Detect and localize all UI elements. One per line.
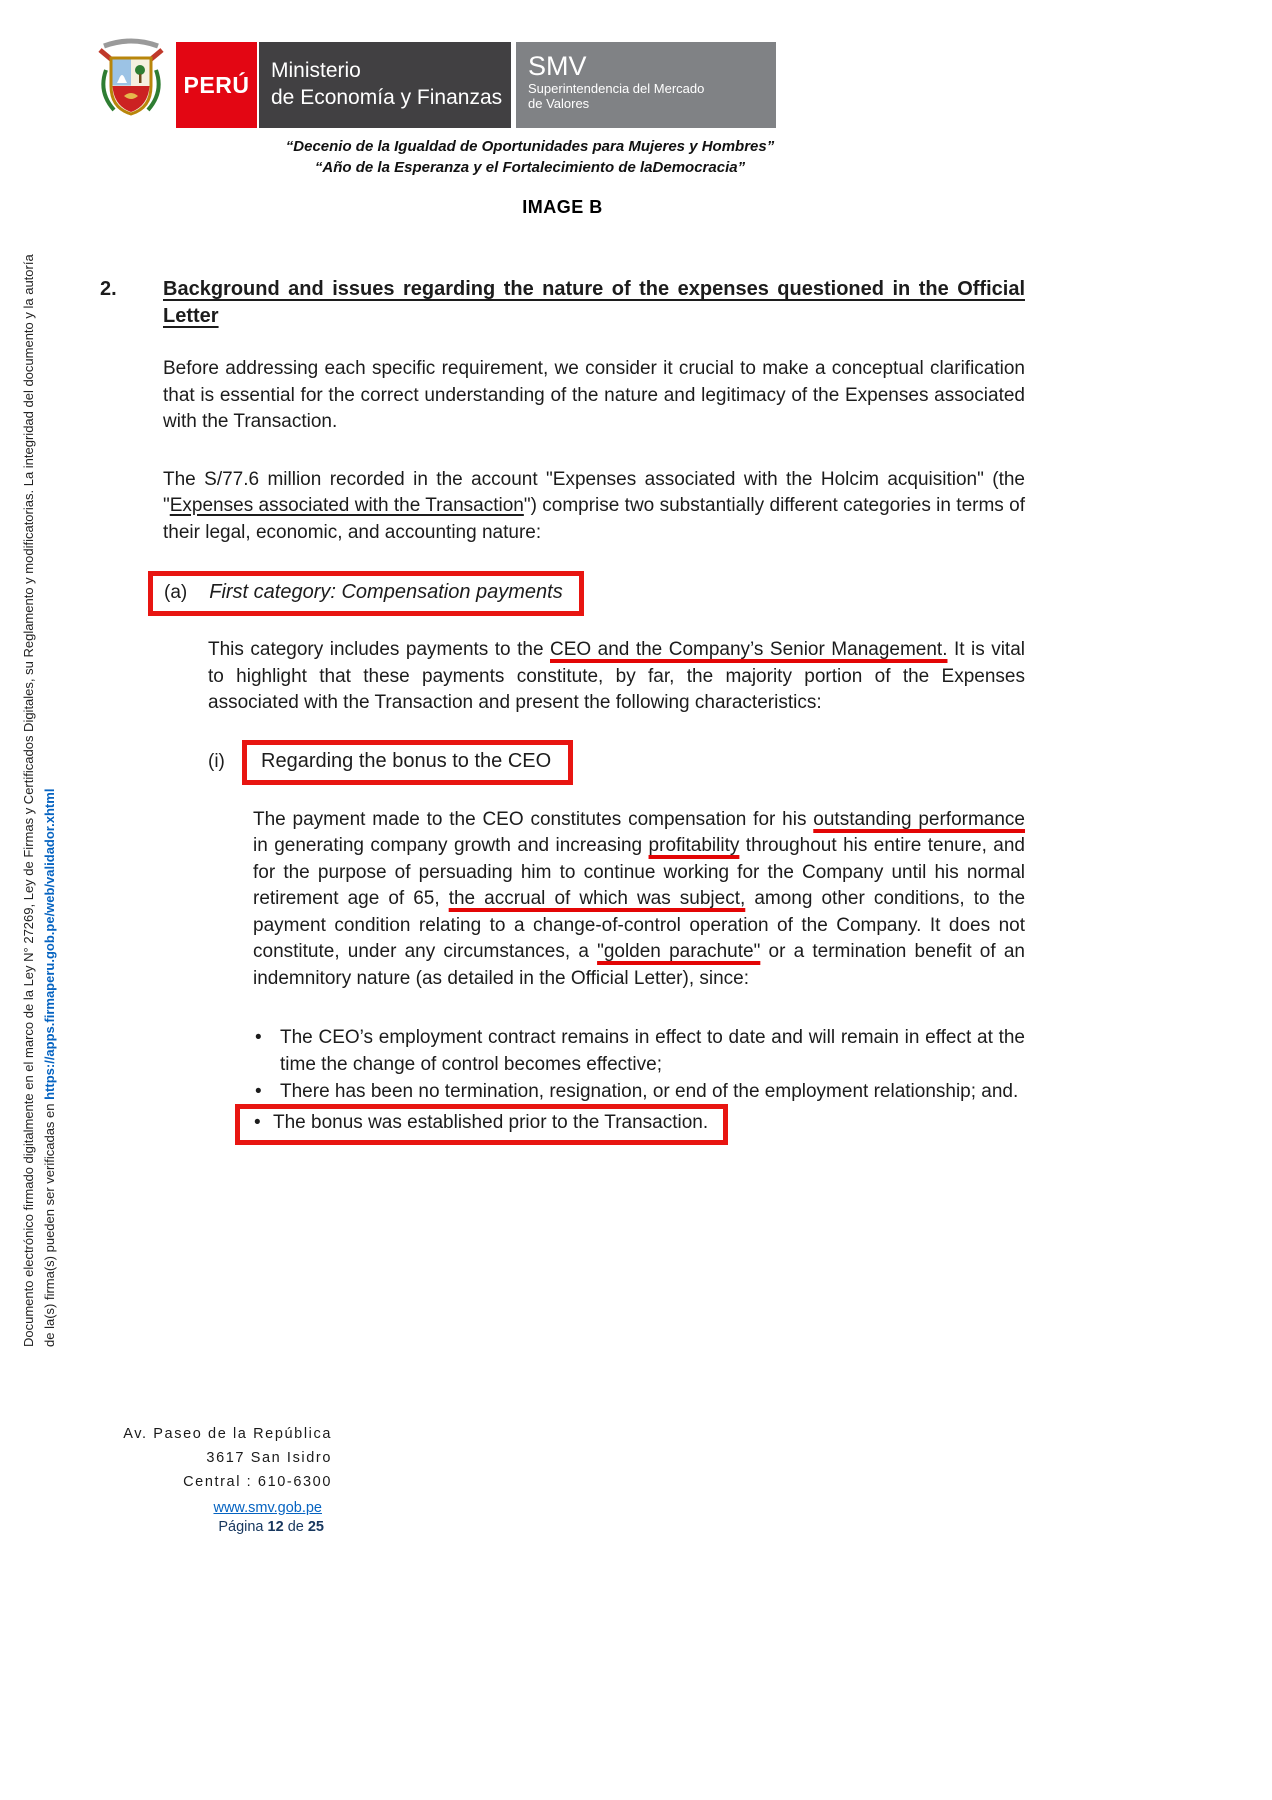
motto-line1: “Decenio de la Igualdad de Oportunidades para Mujeres y Hombres” <box>285 138 775 155</box>
ministry-line1: Ministerio <box>271 59 361 82</box>
item-i-row <box>208 740 1025 785</box>
section-heading <box>100 276 1025 330</box>
signature-text-line1: Documento electrónico firmado digitalmente en el marco de la Ley N° 27269, Ley de Firmas y Certificados Digitales, su Reglamento y modificatorias. La integridad del documento y la autoría <box>21 254 36 1347</box>
category-a-title: First category: Compensation payments <box>209 581 563 603</box>
footer-address <box>110 1422 332 1494</box>
smv-subtitle-line2: de Valores <box>528 96 590 111</box>
footer-phone: Central : 610-6300 <box>183 1474 332 1490</box>
paragraph-ceo-bonus: The payment made to the CEO constitutes compensation for his outstanding performance in generating company growth and increasing profitability throughout his entire tenure, and for the purpose of persuading him to continue working for the Company until his normal retirement age of 65, the accrual of which was subject, among other conditions, to the payment condition relating to a change-of-control operation of the Company. It does not constitute, under any circumstances, a "golden parachute" or a termination benefit of an indemnitory nature (as detailed in the Official Letter), since: <box>253 808 1026 989</box>
red-underline-outstanding-performance: outstanding performance <box>813 808 1026 830</box>
category-a-annotation-box <box>148 571 584 616</box>
paragraph-intro: Before addressing each specific requirement, we consider it crucial to make a conceptual clarification that is essential for the correct understanding of the nature and legitimacy of the Expenses associated with the Transaction. <box>163 358 1025 432</box>
page-footer <box>110 1422 332 1535</box>
section-number: 2. <box>100 278 117 300</box>
bullet-list <box>247 1025 1025 1146</box>
signature-sidebar <box>18 201 62 1347</box>
peru-coat-of-arms <box>94 34 168 128</box>
image-b-label: IMAGE B <box>522 197 603 217</box>
peru-label: PERÚ <box>183 71 250 98</box>
document-body <box>100 276 1025 1146</box>
red-underline-accrual: the accrual of which was subject, <box>448 888 746 909</box>
ministry-line2: de Economía y Finanzas <box>271 86 503 109</box>
underlined-defined-term: Expenses associated with the Transaction <box>169 495 524 516</box>
item-i-annotation-box: Regarding the bonus to the CEO <box>242 740 573 785</box>
footer-address-line1: Av. Paseo de la República <box>123 1426 332 1442</box>
peru-label-block <box>176 42 257 128</box>
paragraph-category-a: This category includes payments to the CEO and the Company’s Senior Management. It is vital to highlight that these payments constitute, by far, the majority portion of the Expenses associated with the Transaction and present the following characteristics: <box>208 639 1025 713</box>
footer-page-number: Página 12 de 25 <box>218 1519 324 1535</box>
footer-website-link[interactable]: www.smv.gob.pe <box>213 1500 322 1516</box>
red-underline-golden-parachute: "golden parachute" <box>597 941 761 962</box>
signature-validator-link[interactable]: https://apps.firmaperu.gob.pe/web/validador.xhtml <box>42 788 57 1100</box>
section-title: Background and issues regarding the nature of the expenses questioned in the Official Letter <box>163 278 1025 327</box>
smv-subtitle-line1: Superintendencia del Mercado <box>528 81 705 96</box>
bullet-item-bonus-boxed: • The bonus was established prior to the Transaction. <box>235 1104 728 1146</box>
paragraph-amount: The S/77.6 million recorded in the account "Expenses associated with the Holcim acquisition" (the "Expenses associated with the Transaction") comprise two substantially different categories in terms of their legal, economic, and accounting nature: <box>163 468 1026 543</box>
category-a-row <box>148 571 1025 616</box>
item-i-label: (i) <box>208 751 225 772</box>
bullet-item-no-termination: • There has been no termination, resignation, or end of the employment relationship; and. <box>247 1079 1025 1106</box>
category-a-label: (a) <box>164 582 188 603</box>
smv-acronym: SMV <box>528 51 587 81</box>
bullet-item-contract: • The CEO’s employment contract remains in effect to date and will remain in effect at the time the change of control becomes effective; <box>247 1025 1025 1078</box>
footer-address-line2: 3617 San Isidro <box>206 1450 332 1466</box>
smv-block <box>516 42 776 128</box>
header-mottos <box>176 136 884 178</box>
signature-text-line2: de la(s) firma(s) pueden ser verificadas en https://apps.firmaperu.gob.pe/web/validador.xhtml <box>42 788 57 1347</box>
ministry-block <box>259 42 511 128</box>
red-underline-senior-management: CEO and the Company’s Senior Management. <box>550 639 948 660</box>
red-underline-profitability: profitability <box>648 835 740 856</box>
motto-line2: “Año de la Esperanza y el Fortalecimiento de laDemocracia” <box>314 159 746 176</box>
